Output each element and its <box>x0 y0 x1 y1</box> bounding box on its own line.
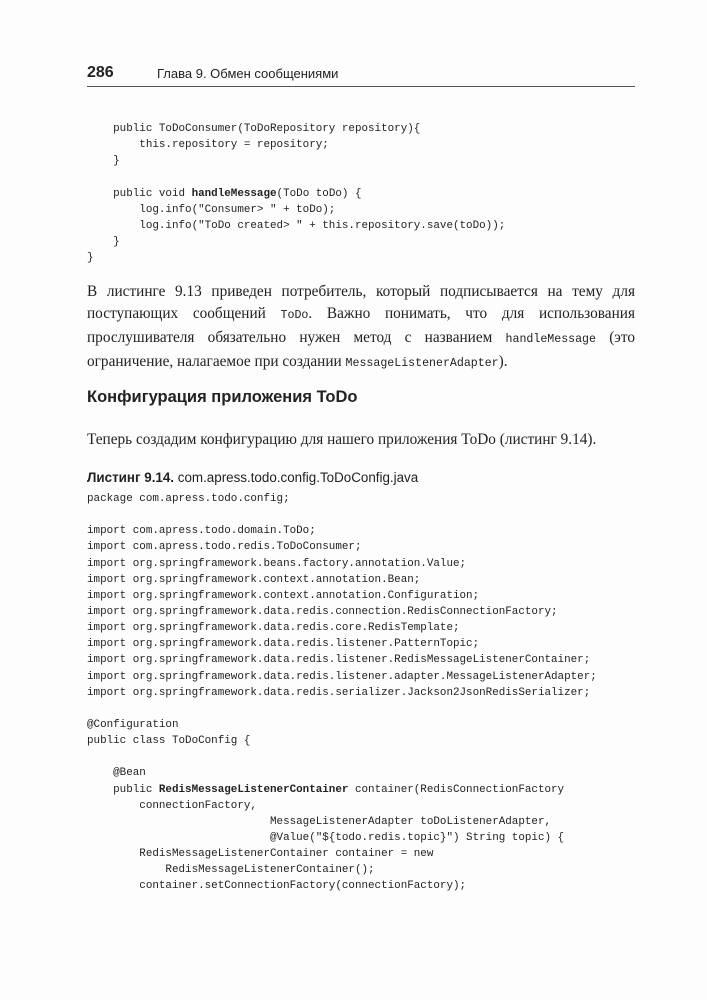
paragraph-config-intro: Теперь создадим конфигурацию для нашего приложения ToDo (листинг 9.14). <box>87 431 597 448</box>
code-text: @Bean <box>87 767 146 780</box>
code-text: import com.apress.todo.domain.ToDo; <box>87 525 316 538</box>
code-line <box>87 588 597 604</box>
code-line <box>87 604 597 620</box>
code-line <box>87 186 505 202</box>
code-text: public void <box>87 187 192 200</box>
code-line <box>87 202 505 218</box>
code-bold-identifier: handleMessage <box>191 187 277 200</box>
code-text: import org.springframework.data.redis.listener.RedisMessageListenerContainer; <box>87 654 591 667</box>
code-line <box>87 782 597 798</box>
code-line <box>87 153 505 169</box>
inline-code-todo: ToDo <box>280 309 309 322</box>
code-text: log.info("ToDo created> " + this.repository.save(toDo)); <box>87 219 506 232</box>
code-text: RedisMessageListenerContainer(); <box>87 864 375 877</box>
code-text: container(RedisConnectionFactory <box>348 783 565 796</box>
inline-code-messagelisteneradapter: MessageListenerAdapter <box>345 357 499 370</box>
code-line <box>87 539 597 555</box>
code-text: import org.springframework.context.annotation.Configuration; <box>87 589 480 602</box>
code-line <box>87 798 597 814</box>
code-text: } <box>87 155 120 168</box>
code-line <box>87 218 505 234</box>
code-line <box>87 765 597 781</box>
code-line <box>87 717 597 733</box>
code-text: } <box>87 252 94 265</box>
code-text: (ToDo toDo) { <box>276 187 362 200</box>
code-line <box>87 250 505 266</box>
code-text: package com.apress.todo.config; <box>87 493 290 505</box>
code-text: @Value("${todo.redis.topic}") String topic) { <box>87 831 565 844</box>
code-text: import org.springframework.data.redis.listener.PatternTopic; <box>87 638 480 651</box>
listing-caption <box>87 470 418 485</box>
code-text: import org.springframework.data.redis.listener.adapter.MessageListenerAdapter; <box>87 670 597 683</box>
code-line <box>87 169 505 185</box>
code-line <box>87 137 505 153</box>
code-line <box>87 620 597 636</box>
chapter-running-head: Глава 9. Обмен сообщениями <box>157 66 339 81</box>
code-line <box>87 814 597 830</box>
code-line <box>87 701 597 717</box>
code-text: import org.springframework.context.annotation.Bean; <box>87 573 421 586</box>
code-line <box>87 830 597 846</box>
paragraph-text: В листинге 9.13 приведен потребитель, который подписывается на тему для поступающих сообщений <box>87 283 635 322</box>
code-text: public <box>87 783 159 796</box>
listing-filename: com.apress.todo.config.ToDoConfig.java <box>177 470 419 485</box>
code-line <box>87 862 597 878</box>
code-text: import org.springframework.beans.factory.annotation.Value; <box>87 557 467 570</box>
code-line <box>87 652 597 668</box>
code-bold-identifier: RedisMessageListenerContainer <box>158 783 349 796</box>
code-line <box>87 636 597 652</box>
code-text: public ToDoConsumer(ToDoRepository repository){ <box>87 123 421 135</box>
code-listing-config <box>87 491 597 895</box>
code-text: this.repository = repository; <box>87 139 329 152</box>
paragraph-text: (это ограничение, налагаемое при создании <box>87 329 635 370</box>
code-line <box>87 523 597 539</box>
code-text: public class ToDoConfig { <box>87 735 251 748</box>
code-text: import org.springframework.data.redis.connection.RedisConnectionFactory; <box>87 605 558 618</box>
code-text: import org.springframework.data.redis.serializer.Jackson2JsonRedisSerializer; <box>87 686 591 699</box>
code-line <box>87 846 597 862</box>
code-text: @Configuration <box>87 718 179 731</box>
section-heading: Конфигурация приложения ToDo <box>87 388 358 406</box>
code-line <box>87 685 597 701</box>
code-line <box>87 234 505 250</box>
code-line <box>87 669 597 685</box>
code-line <box>87 507 597 523</box>
code-text: container.setConnectionFactory(connectionFactory); <box>87 880 467 893</box>
code-listing-consumer <box>87 121 505 266</box>
inline-code-handlemessage: handleMessage <box>505 333 596 346</box>
code-line <box>87 556 597 572</box>
paragraph-listing-description <box>87 281 635 375</box>
code-line <box>87 121 505 137</box>
code-line <box>87 733 597 749</box>
code-line <box>87 491 597 507</box>
code-text: } <box>87 235 120 248</box>
listing-label: Листинг 9.14. <box>87 470 175 485</box>
code-line <box>87 878 597 894</box>
code-text: import com.apress.todo.redis.ToDoConsumer; <box>87 541 362 554</box>
code-text: connectionFactory, <box>87 799 257 812</box>
page-header <box>87 62 635 87</box>
paragraph-text: ). <box>498 353 508 370</box>
code-line <box>87 749 597 765</box>
page-number: 286 <box>87 64 114 81</box>
code-line <box>87 572 597 588</box>
code-text: import org.springframework.data.redis.core.RedisTemplate; <box>87 622 460 635</box>
paragraph-text: . Важно понимать, что для использования прослушивателя обязательно нужен метод с названием <box>87 305 635 346</box>
code-text: RedisMessageListenerContainer container = new <box>87 848 434 861</box>
code-text: MessageListenerAdapter toDoListenerAdapter, <box>87 815 552 828</box>
code-text: log.info("Consumer> " + toDo); <box>87 203 336 216</box>
